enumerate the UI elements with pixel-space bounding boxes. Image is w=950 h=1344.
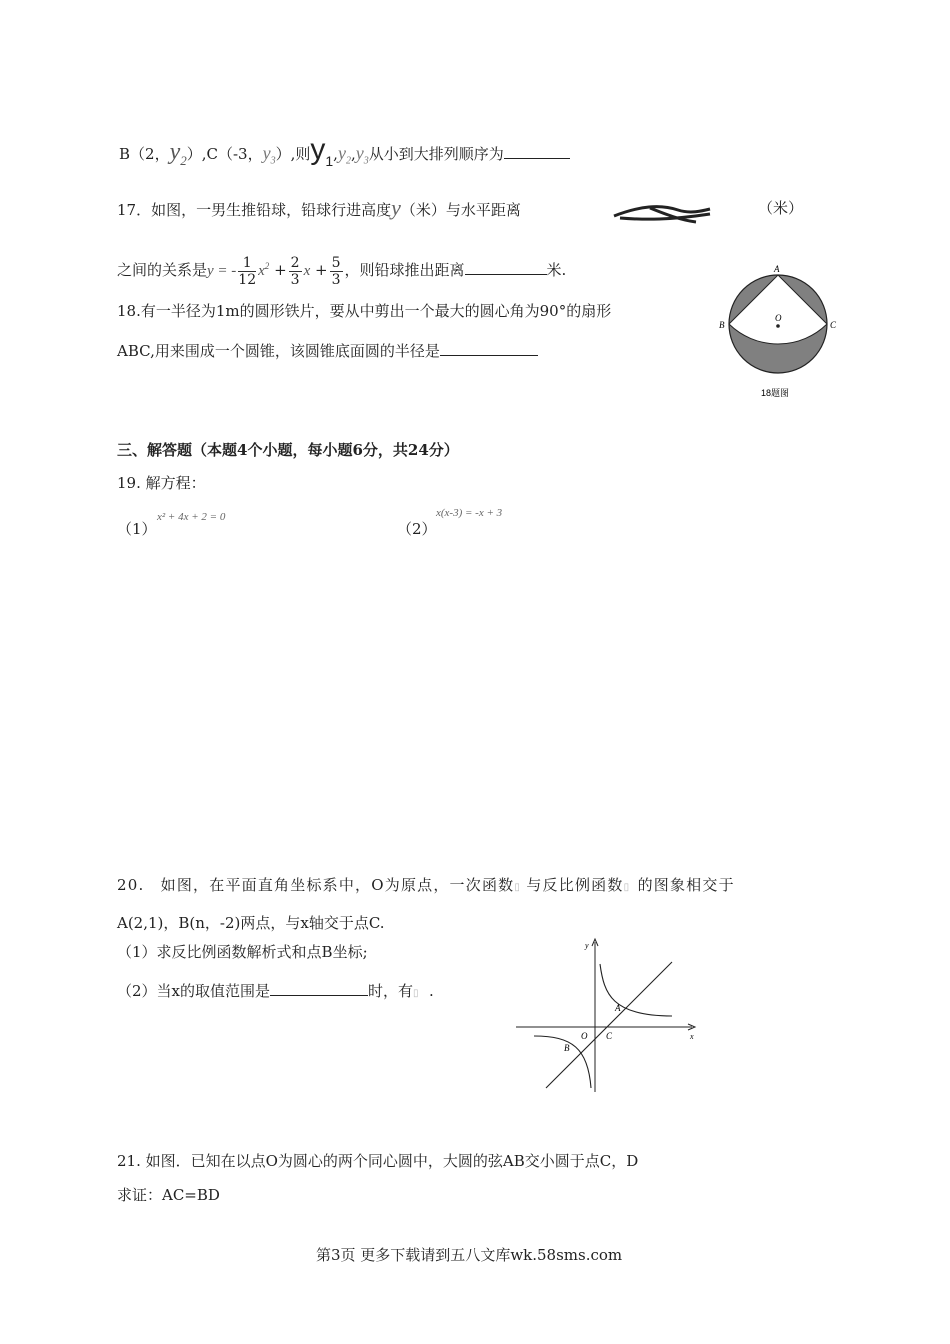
q18-line2 <box>117 341 538 361</box>
q20-answer-blank[interactable] <box>270 981 368 996</box>
q20-label-o: O <box>581 1031 588 1041</box>
q19-part1-label: （1） <box>117 520 157 538</box>
q20-inverse-func-placeholder: ▯ <box>623 882 631 893</box>
q16-comma1: , <box>333 145 338 163</box>
q20-linear-line <box>546 962 672 1088</box>
q20-line1-b: 与反比例函数 <box>526 876 624 894</box>
q16-mid1: ）,C（-3， <box>186 145 263 163</box>
q18-caption: 18题图 <box>761 388 790 398</box>
q17-unit: 米. <box>546 261 567 279</box>
distorted-x-glyph <box>610 200 715 226</box>
q20-part2: （2）当x的取值范围是 时，有▯ . <box>117 981 434 1004</box>
q18-center-dot <box>776 324 780 328</box>
q21-line2: 求证：AC=BD <box>117 1186 220 1204</box>
q17-line1 <box>117 195 521 220</box>
q18-label-c: C <box>830 320 837 330</box>
q18-label-o: O <box>775 313 782 323</box>
q16-line <box>119 133 570 172</box>
page-footer: 第3页 更多下载请到五八文库wk.58sms.com <box>316 1246 623 1264</box>
q20-label-c: C <box>606 1031 613 1041</box>
q17-plus1: + <box>274 261 287 279</box>
q16-y3b: $y_3$ <box>355 143 369 167</box>
q16-answer-blank[interactable] <box>504 144 570 159</box>
q18-label-a: A <box>774 264 780 274</box>
q18-line1: 18.有一半径为1m的圆形铁片，要从中剪出一个最大的圆心角为90°的扇形 <box>117 302 612 320</box>
q18-answer-blank[interactable] <box>440 341 538 356</box>
q20-part1: （1）求反比例函数解析式和点B坐标; <box>117 943 368 961</box>
q20-inequality-placeholder: ▯ <box>413 988 419 999</box>
q16-suffix: 从小到大排列顺序为 <box>368 145 504 163</box>
q20-line1 <box>117 875 735 898</box>
q16-mid2: ）,则 <box>275 145 311 163</box>
q17-line2 <box>117 248 566 289</box>
q21-line1: 21. 如图．已知在以点O为圆心的两个同心圆中，大圆的弦AB交小圆于点C，D <box>117 1152 639 1170</box>
q17-x1: x <box>303 263 311 279</box>
q16-prefix: B（2， <box>119 145 170 163</box>
q20-hyperbola-q3 <box>534 1036 591 1088</box>
q20-linear-func-placeholder: ▯ <box>514 882 522 893</box>
q20-label-y: y <box>585 941 589 950</box>
q19-part1-equation: x² + 4x + 2 = 0 <box>157 511 226 523</box>
q20-label-b: B <box>564 1043 570 1053</box>
q20-line2: A(2,1)，B(n，-2)两点，与x轴交于点C. <box>117 914 385 932</box>
q20-hyperbola-q1 <box>600 964 672 1016</box>
q17-answer-blank[interactable] <box>465 260 547 275</box>
q17-plus2: + <box>315 261 328 279</box>
q17-line2-suffix: ，则铅球推出距离 <box>344 261 465 279</box>
q20-label-a: A <box>615 1003 621 1013</box>
q17-var-y: y <box>391 195 401 220</box>
q18-figure <box>716 262 846 402</box>
q16-y3: $y_3$ <box>262 143 276 167</box>
q17-fraction-1: $\frac{1}{12}$ <box>238 254 257 288</box>
q20-line1-a: 20. 如图，在平面直角坐标系中，O为原点，一次函数 <box>117 876 515 894</box>
q20-part2-b: 时，有 <box>368 982 414 1000</box>
q17-fraction-3: $\frac{5}{3}$ <box>331 254 341 288</box>
q19-part2-label: （2） <box>397 520 437 538</box>
q18-sector <box>729 275 827 344</box>
q19-title: 19. 解方程： <box>117 474 206 492</box>
q20-figure <box>512 936 700 1094</box>
q20-label-x: x <box>690 1032 694 1041</box>
q17-unit-right: （米） <box>758 199 804 217</box>
q17-line2-prefix: 之间的关系是 <box>117 261 208 279</box>
section3-title: 三、解答题（本题4个小题，每小题6分，共24分） <box>117 441 459 459</box>
q16-comma2: , <box>350 145 356 163</box>
q17-fraction-2: $\frac{2}{3}$ <box>290 254 300 288</box>
q18-line2-text: ABC,用来围成一个圆锥，该圆锥底面圆的半径是 <box>117 342 440 360</box>
q17-text2: （米）与水平距离 <box>400 201 521 219</box>
q16-y2: $y_2$ <box>169 139 187 168</box>
q16-y1: $y_1$ <box>310 133 334 169</box>
q17-text1: 17．如图，一男生推铅球，铅球行进高度 <box>117 201 392 219</box>
q20-line1-c: 的图象相交于 <box>637 876 735 894</box>
q17-x2: $x^2$ <box>258 261 270 279</box>
q20-part2-a: （2）当x的取值范围是 <box>117 982 271 1000</box>
q18-label-b: B <box>719 320 725 330</box>
q19-part2-equation: x(x-3) = -x + 3 <box>436 507 503 519</box>
q17-formula-lhs: y = - <box>207 263 237 279</box>
q16-y2b: $y_2$ <box>337 143 351 167</box>
